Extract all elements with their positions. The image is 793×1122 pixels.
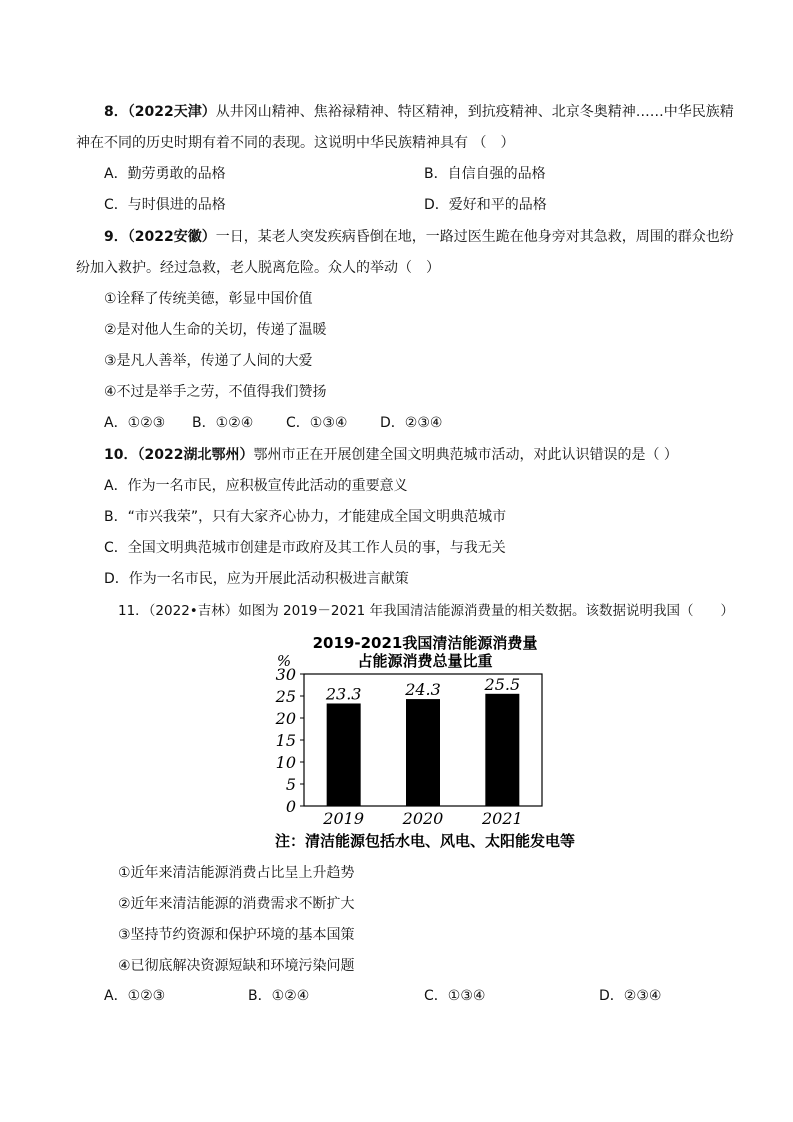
q11-answer-a: A．①②③ (104, 988, 166, 1004)
chart-title: 2019-2021我国清洁能源消费量 (312, 634, 538, 652)
q10-line1 (104, 445, 678, 465)
q8-stem: 从井冈山精神、焦裕禄精神、特区精神，到抗疫精神、北京冬奥精神……中华民族精 (215, 104, 734, 120)
q9-source: （2022安徽） (127, 229, 216, 245)
q10-number: 10． (104, 447, 138, 463)
x-tick-label: 2020 (402, 809, 444, 828)
q10-option-b: B．“市兴我荣”，只有大家齐心协力，才能建成全国文明典范城市 (104, 509, 507, 525)
q9-statement-1: ①诠释了传统美德，彰显中国价值 (104, 291, 313, 307)
q11-answer-c: C．①③④ (424, 988, 486, 1004)
bar-value-label: 23.3 (325, 684, 362, 704)
q8-line1 (104, 102, 734, 122)
q8-option-b: B．自信自强的品格 (424, 166, 546, 182)
y-tick-label: 25 (275, 687, 296, 706)
q9-line2: 纷加入救护。经过急救，老人脱离危险。众人的举动（ ） (76, 260, 440, 276)
q8-option-a: A．勤劳勇敢的品格 (104, 166, 226, 182)
chart-svg (260, 632, 590, 854)
q9-answer-b: B．①②④ (192, 415, 254, 431)
y-tick-label: 10 (275, 753, 296, 772)
q11-statement-2: ②近年来清洁能源的消费需求不断扩大 (118, 896, 355, 912)
q9-answer-c: C．①③④ (286, 415, 348, 431)
y-tick-label: 30 (275, 665, 296, 684)
q9-statement-2: ②是对他人生命的关切，传递了温暖 (104, 322, 327, 338)
chart-subtitle: 占能源消费总量比重 (357, 652, 493, 670)
q9-number: 9． (104, 229, 128, 245)
q10-source: （2022湖北鄂州） (137, 447, 254, 463)
x-tick-label: 2021 (481, 809, 523, 828)
q8-source: （2022天津） (127, 104, 216, 120)
q10-option-a: A．作为一名市民，应积极宣传此活动的重要意义 (104, 478, 408, 494)
y-tick-label: 5 (285, 775, 296, 794)
bar-value-label: 24.3 (405, 680, 441, 700)
q9-answer-a: A．①②③ (104, 415, 166, 431)
bar-value-label: 25.5 (484, 674, 521, 694)
clean-energy-chart (260, 632, 590, 854)
y-tick-label: 0 (285, 797, 296, 816)
q9-statement-4: ④不过是举手之劳，不值得我们赞扬 (104, 384, 327, 400)
q9-statement-3: ③是凡人善举，传递了人间的大爱 (104, 353, 313, 369)
q9-answer-d: D．②③④ (380, 415, 443, 431)
bar (485, 694, 519, 806)
bar (327, 703, 361, 806)
q8-option-c: C．与时俱进的品格 (104, 197, 226, 213)
q10-option-d: D．作为一名市民，应为开展此活动积极进言献策 (104, 571, 409, 587)
y-tick-label: 15 (275, 731, 296, 750)
q11-answer-d: D．②③④ (599, 988, 662, 1004)
q10-option-c: C．全国文明典范城市创建是市政府及其工作人员的事，与我无关 (104, 540, 506, 556)
q8-option-d: D．爱好和平的品格 (424, 197, 547, 213)
q10-stem: 鄂州市正在开展创建全国文明典范城市活动，对此认识错误的是（ ） (253, 447, 678, 463)
q9-stem: 一日，某老人突发疾病昏倒在地，一路过医生跪在他身旁对其急救，周围的群众也纷 (215, 229, 734, 245)
q11-answer-b: B．①②④ (248, 988, 310, 1004)
chart-note: 注：清洁能源包括水电、风电、太阳能发电等 (274, 832, 576, 850)
y-axis-unit: % (276, 652, 292, 670)
q11-statement-4: ④已彻底解决资源短缺和环境污染问题 (118, 958, 355, 974)
q11-line1: 11．（2022•吉林）如图为 2019－2021 年我国清洁能源消费量的相关数据。该数据说明我国（ ） (118, 603, 735, 619)
y-tick-label: 20 (275, 709, 296, 728)
q11-statement-1: ①近年来清洁能源消费占比呈上升趋势 (118, 865, 355, 881)
q8-line2: 神在不同的历史时期有着不同的表现。这说明中华民族精神具有 （ ） (76, 135, 515, 151)
bar (406, 699, 440, 806)
q11-statement-3: ③坚持节约资源和保护环境的基本国策 (118, 927, 355, 943)
q8-number: 8． (104, 104, 128, 120)
q9-line1 (104, 227, 734, 247)
x-tick-label: 2019 (323, 809, 365, 828)
